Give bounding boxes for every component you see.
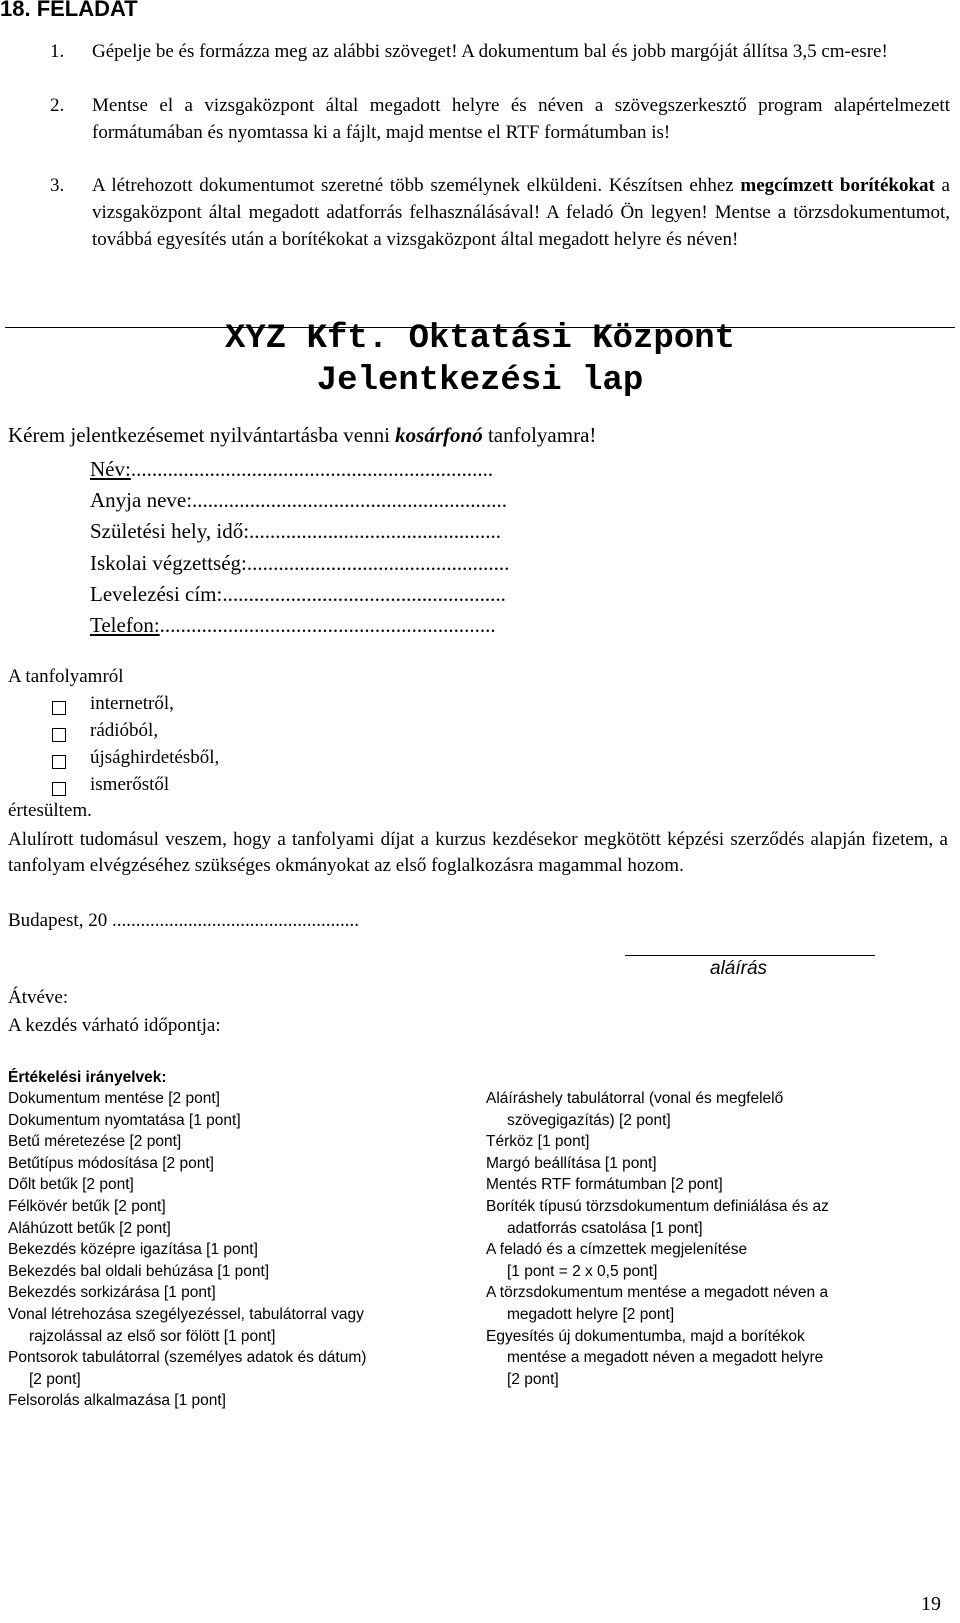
- criteria-item: [486, 1239, 956, 1282]
- task-item-1: [50, 38, 950, 65]
- received-label: Átvéve:: [8, 987, 69, 1008]
- task-number: 3.: [50, 175, 65, 196]
- criteria-item-line: Félkövér betűk [2 pont]: [8, 1197, 166, 1215]
- field-label: Születési hely, idő:: [90, 519, 250, 543]
- criteria-item: [8, 1261, 468, 1283]
- task-text-part: A létrehozott dokumentumot szeretné több személynek elküldeni. Készítsen ehhez: [92, 175, 741, 196]
- source-outro: értesültem.: [8, 800, 92, 821]
- criteria-item: [486, 1196, 956, 1239]
- criteria-item-line: Bekezdés sorkizárása [1 pont]: [8, 1284, 216, 1302]
- checkbox-icon[interactable]: [52, 755, 66, 769]
- criteria-item-line: Betű méretezése [2 pont]: [8, 1133, 182, 1151]
- criteria-item-line: rajzolással az első sor fölött [1 pont]: [29, 1327, 276, 1345]
- form-title-company: XYZ Kft. Oktatási Központ: [224, 320, 736, 358]
- field-dots: ......................................................: [222, 582, 506, 606]
- criteria-item-line: [2 pont]: [29, 1370, 81, 1388]
- criteria-item-line: Margó beállítása [1 pont]: [486, 1154, 657, 1172]
- start-date-label: A kezdés várható időpontja:: [8, 1015, 221, 1036]
- field-dots: ................................................: [249, 519, 502, 543]
- criteria-item-line: mentése a megadott néven a megadott helyre: [507, 1349, 824, 1367]
- field-education: [90, 551, 509, 576]
- criteria-title: Értékelési irányelvek:: [8, 1069, 167, 1086]
- criteria-item: [8, 1196, 468, 1218]
- criteria-item-line: Mentés RTF formátumban [2 pont]: [486, 1176, 723, 1194]
- criteria-item-line: adatforrás csatolása [1 pont]: [507, 1219, 703, 1237]
- criteria-item-line: megadott helyre [2 pont]: [507, 1305, 675, 1323]
- criteria-left-column: [8, 1088, 468, 1412]
- task-item-3: [50, 172, 950, 253]
- criteria-item-line: Boríték típusú törzsdokumentum definiálása és az: [486, 1197, 829, 1215]
- criteria-item: [486, 1174, 956, 1196]
- source-option: ismerőstől: [90, 774, 170, 795]
- criteria-item-line: Térköz [1 pont]: [486, 1133, 590, 1151]
- field-birth: [90, 519, 501, 544]
- field-label: Anyja neve:: [90, 488, 193, 512]
- criteria-item: [8, 1110, 468, 1132]
- signature-line: [625, 955, 875, 956]
- criteria-item: [8, 1282, 468, 1304]
- criteria-item: [8, 1347, 468, 1390]
- request-sentence: [8, 423, 596, 448]
- task-text: [92, 172, 950, 253]
- declaration-paragraph: Alulírott tudomásul veszem, hogy a tanfolyami díjat a kurzus kezdésekor megkötött képzési szerződés alapján fizetem, a tanfolyam elvégzéséhez szükséges okmányokat az első foglalkozásra magammal hozom.: [8, 829, 948, 876]
- criteria-item-line: Aláhúzott betűk [2 pont]: [8, 1219, 171, 1237]
- field-label: Telefon:: [90, 613, 160, 637]
- field-label: Iskolai végzettség:: [90, 551, 247, 575]
- criteria-item-line: Aláíráshely tabulátorral (vonal és megfelelő: [486, 1090, 784, 1107]
- field-address: [90, 582, 506, 607]
- field-dots: ............................................................: [192, 488, 508, 512]
- form-title-application: Jelentkezési lap: [316, 362, 644, 400]
- criteria-item: [486, 1282, 956, 1325]
- source-option: internetről,: [90, 693, 174, 714]
- criteria-item-line: [2 pont]: [507, 1370, 559, 1388]
- criteria-item-line: Bekezdés középre igazítása [1 pont]: [8, 1241, 258, 1259]
- criteria-item-line: Betűtípus módosítása [2 pont]: [8, 1154, 214, 1172]
- course-name: kosárfonó: [395, 423, 483, 447]
- criteria-item: [8, 1153, 468, 1175]
- criteria-item-line: szövegigazítás) [2 pont]: [507, 1111, 671, 1129]
- criteria-item: [486, 1153, 956, 1175]
- field-label: Levelezési cím:: [90, 582, 223, 606]
- field-dots: .....................................................................: [130, 457, 494, 481]
- field-label: Név:: [90, 457, 131, 481]
- criteria-item-line: Bekezdés bal oldali behúzása [1 pont]: [8, 1262, 270, 1280]
- place-date: Budapest, 20 ....................................................: [8, 910, 359, 931]
- criteria-item-line: [1 pont = 2 x 0,5 pont]: [507, 1262, 658, 1280]
- task-heading: 18. FELADAT: [0, 0, 138, 21]
- criteria-item: [8, 1390, 468, 1412]
- criteria-item: [486, 1131, 956, 1153]
- criteria-item: [8, 1131, 468, 1153]
- signature-label: aláírás: [710, 958, 768, 979]
- criteria-right-column: [486, 1088, 956, 1390]
- criteria-item-line: Dokumentum nyomtatása [1 pont]: [8, 1111, 241, 1129]
- criteria-item: [8, 1239, 468, 1261]
- criteria-item-line: Pontsorok tabulátorral (személyes adatok és dátum): [8, 1349, 367, 1367]
- criteria-item-line: Felsorolás alkalmazása [1 pont]: [8, 1392, 226, 1410]
- field-dots: ................................................................: [159, 613, 496, 637]
- task-text: Mentse el a vizsgaközpont által megadott helyre és néven a szövegszerkesztő program alapértelmezett formátumában és nyomtassa ki a fájlt, majd mentse el RTF formátumban is!: [92, 95, 950, 143]
- field-phone: [90, 613, 496, 638]
- page-number: 19: [921, 1593, 941, 1615]
- criteria-item: [8, 1218, 468, 1240]
- source-option: újsághirdetésből,: [90, 747, 220, 768]
- criteria-item: [8, 1304, 468, 1347]
- checkbox-icon[interactable]: [52, 701, 66, 715]
- task-number: 1.: [50, 41, 65, 62]
- criteria-item: [486, 1326, 956, 1391]
- criteria-item-line: Dokumentum mentése [2 pont]: [8, 1090, 220, 1107]
- criteria-item-line: A törzsdokumentum mentése a megadott néven a: [486, 1284, 829, 1302]
- field-name: [90, 457, 493, 482]
- request-text: tanfolyamra!: [482, 423, 597, 447]
- criteria-item: [8, 1174, 468, 1196]
- task-number: 2.: [50, 95, 65, 116]
- criteria-item-line: Dőlt betűk [2 pont]: [8, 1176, 134, 1194]
- criteria-item-line: Vonal létrehozása szegélyezéssel, tabulátorral vagy: [8, 1305, 364, 1323]
- criteria-item-line: A feladó és a címzettek megjelenítése: [486, 1241, 748, 1259]
- checkbox-icon[interactable]: [52, 782, 66, 796]
- criteria-item: [8, 1088, 468, 1110]
- task-text-bold: megcímzett borítékokat: [740, 175, 935, 196]
- task-text-part: a vizsgaközpont által megadott adatforrás felhasználásával! A feladó Ön legyen! Mentse a törzsdokumentumot, továbbá egyesítés után a borítékokat a vizsgaközpont által megadott helyre és néven!: [92, 175, 950, 250]
- field-dots: ..................................................: [246, 551, 510, 575]
- source-intro: A tanfolyamról: [8, 666, 124, 687]
- criteria-item: [486, 1088, 956, 1131]
- task-text: Gépelje be és formázza meg az alábbi szöveget! A dokumentum bal és jobb margóját állítsa 3,5 cm-esre!: [92, 41, 888, 62]
- source-option: rádióból,: [90, 720, 159, 741]
- request-text: Kérem jelentkezésemet nyilvántartásba venni: [8, 423, 396, 447]
- task-item-2: [50, 92, 950, 146]
- checkbox-icon[interactable]: [52, 728, 66, 742]
- criteria-item-line: Egyesítés új dokumentumba, majd a borítékok: [486, 1327, 805, 1345]
- field-mother-name: [90, 488, 507, 513]
